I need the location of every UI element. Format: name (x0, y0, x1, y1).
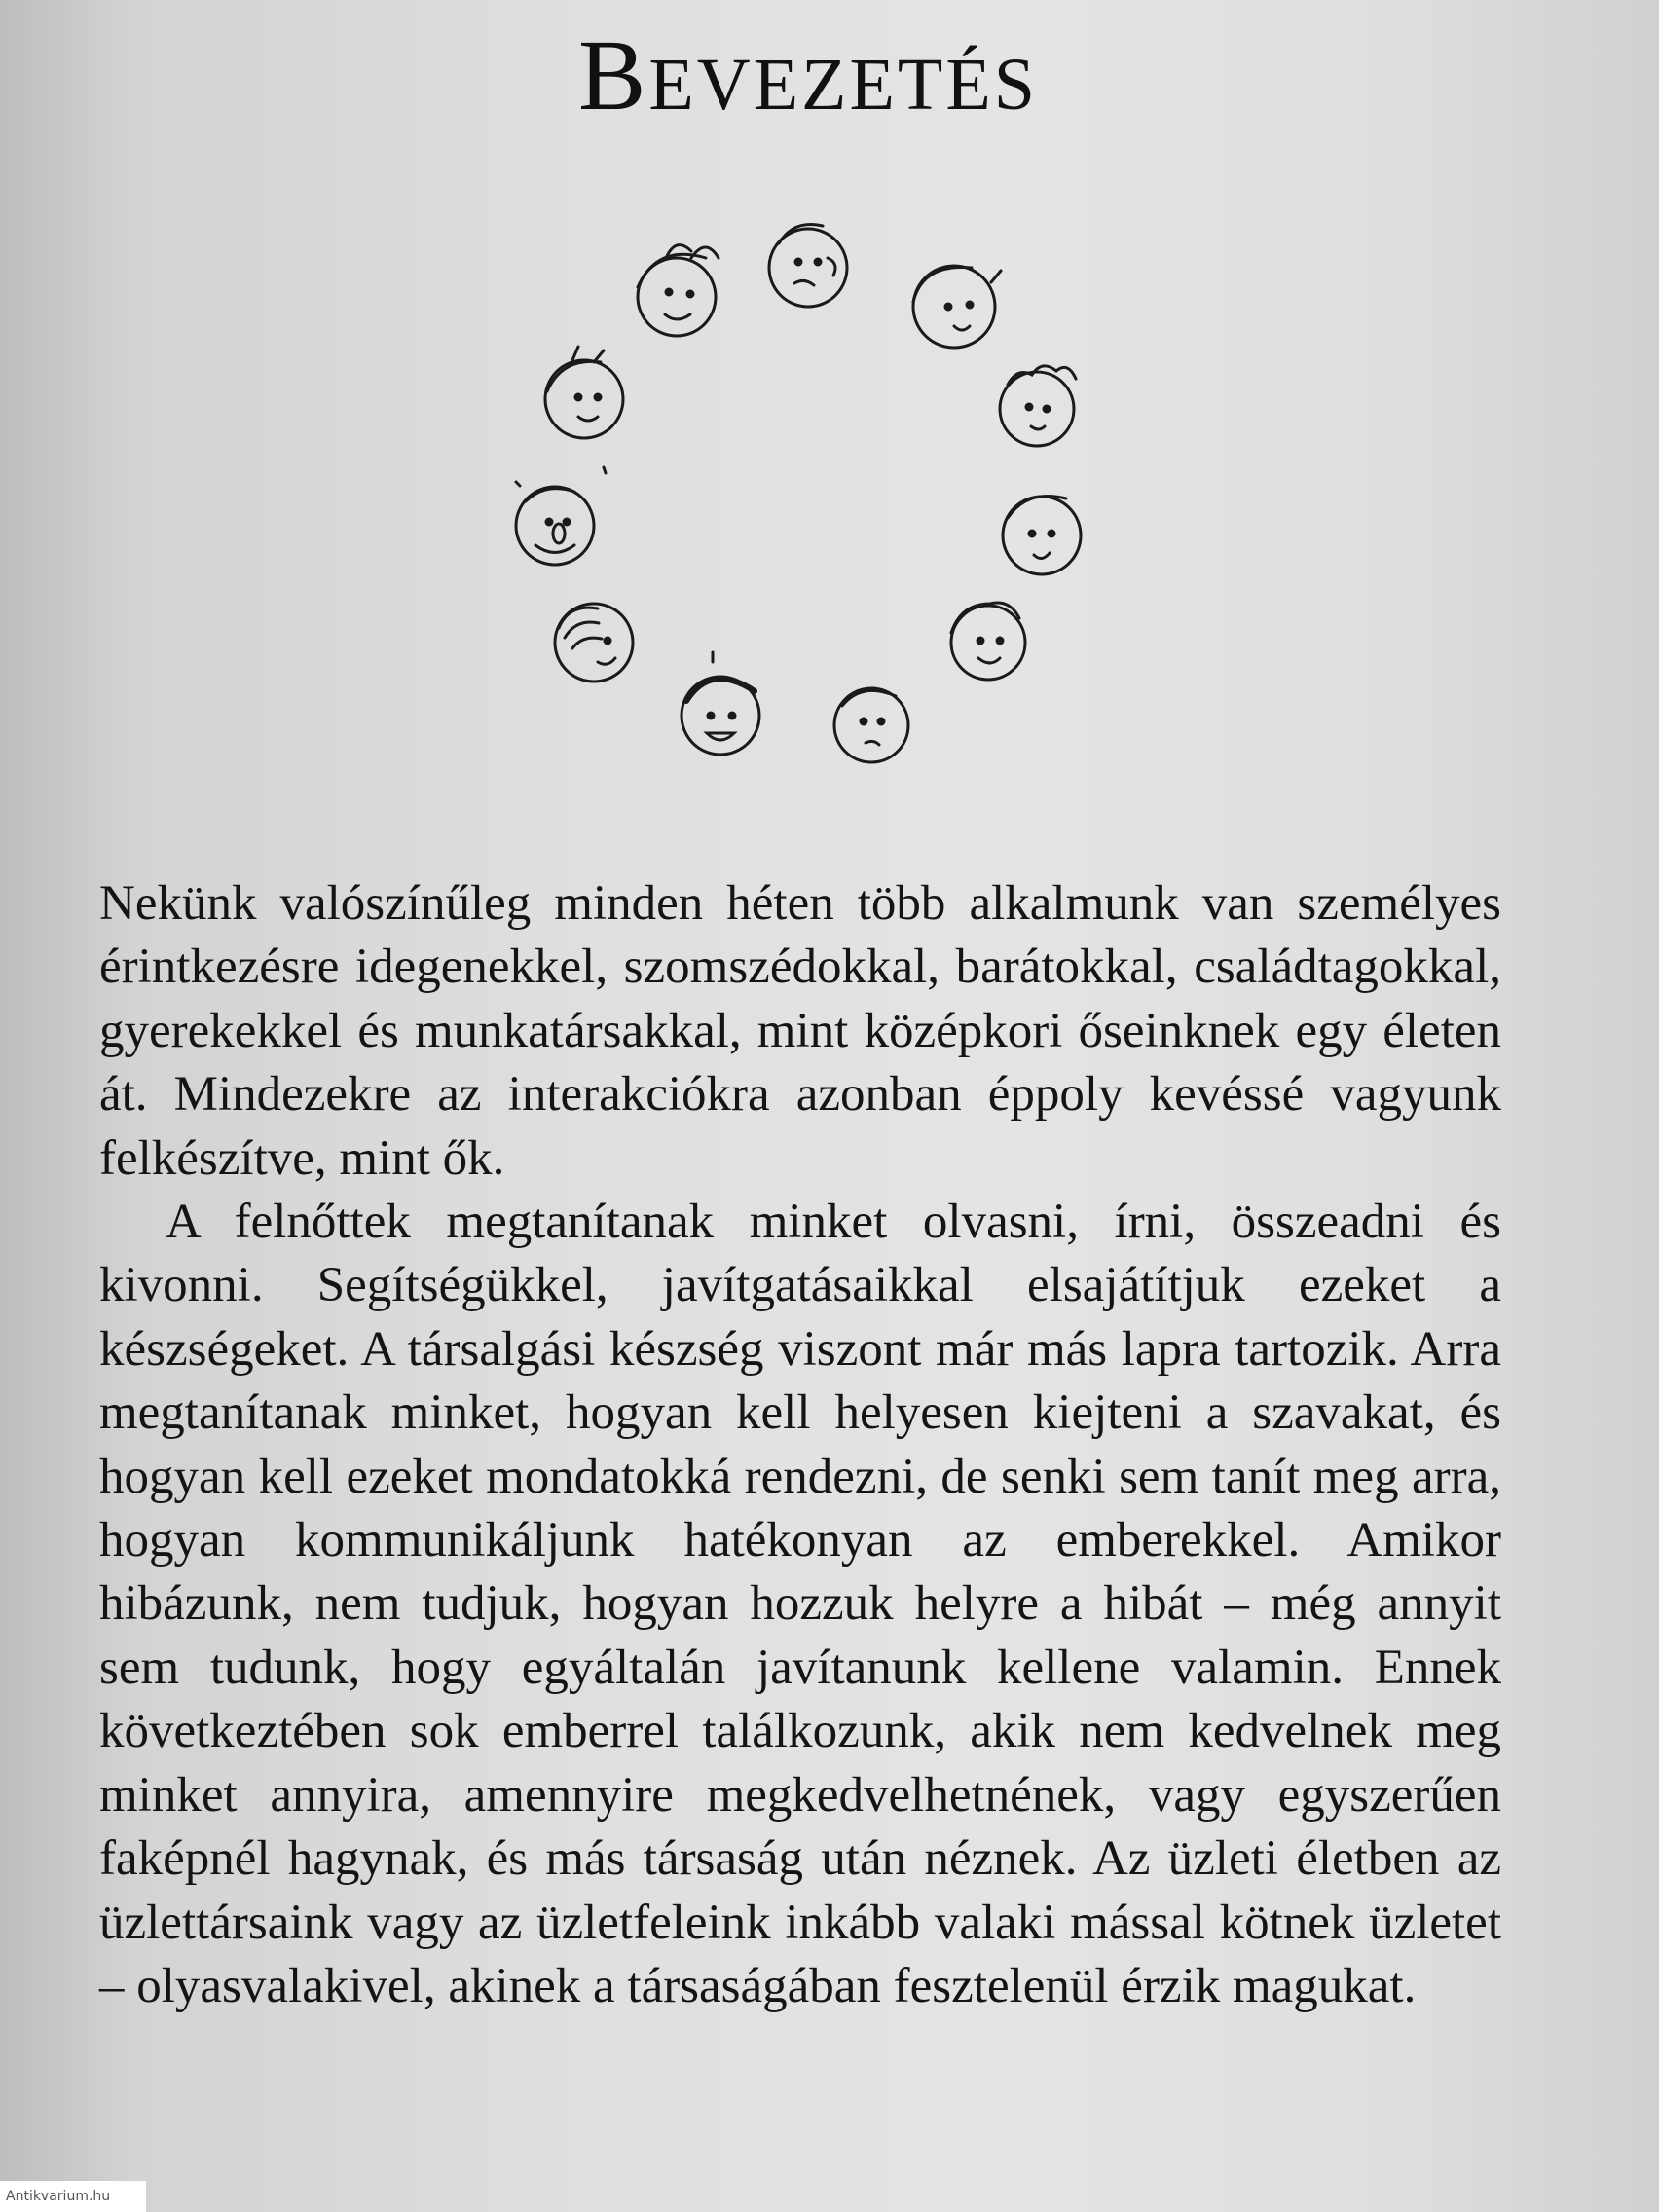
face-sketch (1003, 497, 1081, 575)
watermark-label: Antikvarium.hu (0, 2181, 146, 2212)
face-sketch (682, 677, 759, 755)
paragraph: Nekünk valószínűleg minden héten több alkalmunk van személyes érintkezésre idegenekkel, szomszédokkal, barátokkal, családtagokkal, gyerekekkel és munkatársakkal, mint középkori őseinknek egy életen át. Mindezekre az interakciókra azonban éppoly kevéssé vagyunk felkészítve, mint ők. (99, 876, 1501, 1186)
face-sketch (769, 224, 847, 307)
chapter-title: BEVEZETÉS (577, 19, 1039, 131)
paragraph: A felnőttek megtanítanak minket olvasni, írni, összeadni és kivonni. Segítségükkel, javítgatásaikkal elsajátítjuk ezeket a készségeket. A társalgási készség viszont már más lapra tartozik. Arra megtanítanak minket, hogyan kell helyesen kiejteni a szavakat, és hogyan kell ezeket mondatokká rendezni, de senki sem tanít meg arra, hogyan kommunikáljunk hatékonyan az emberekkel. Amikor hibázunk, nem tudjuk, hogyan hozzuk helyre a hibát – még annyit sem tudunk, hogy egyáltalán javítanunk kellene valamin. Ennek következtében sok emberrel találkozunk, akik nem kedvelnek meg minket annyira, amennyire megkedvelhetnének, vagy egyszerűen faképnél hagynak, és más társaság után néznek. Az üzleti életben az üzlettársaink vagy az üzletfeleink inkább valaki mással kötnek üzletet – olyasvalakivel, akinek a társaságában fesztelenül érzik magukat. (99, 1195, 1501, 2013)
face-sketch (545, 347, 623, 438)
face-sketch (834, 688, 908, 762)
face-sketch (555, 604, 633, 682)
face-sketch (516, 487, 594, 565)
face-sketch (638, 245, 719, 336)
face-sketch (913, 266, 1001, 348)
body-text (99, 872, 1501, 2018)
face-sketch (951, 603, 1025, 680)
faces-illustration (487, 204, 1149, 789)
face-sketch (1000, 366, 1076, 446)
